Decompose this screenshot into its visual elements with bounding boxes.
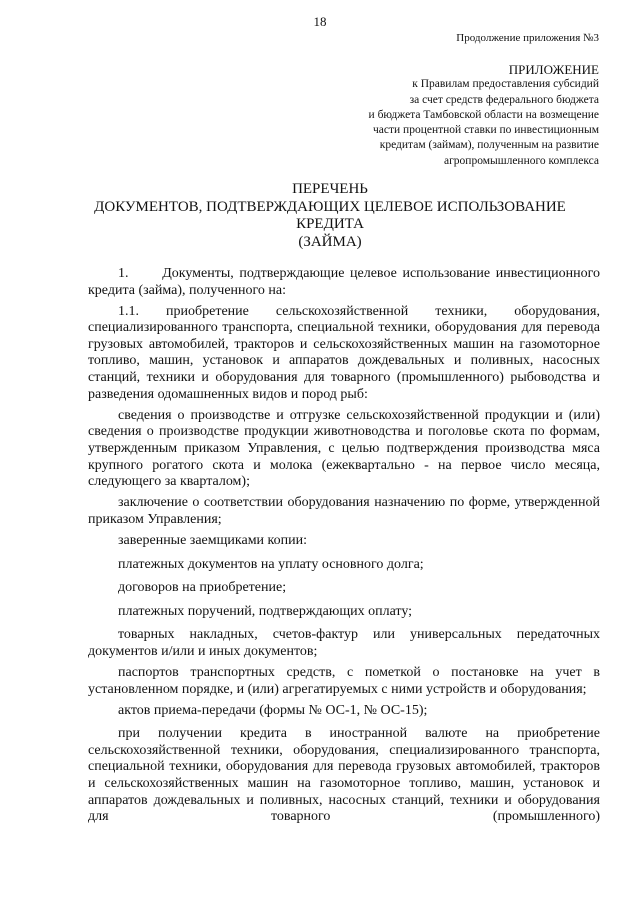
paragraph: заключение о соответствии оборудования назначению по форме, утвержденной приказом Управления; [88, 495, 600, 527]
paragraph: товарных накладных, счетов-фактур или универсальных передаточных документов и/или и иных документов; [88, 627, 600, 659]
document-body [88, 266, 600, 830]
paragraph: 1.1. приобретение сельскохозяйственной техники, оборудования, специализированного транспорта, специальной техники, оборудования для перевода грузовых автомобилей, тракторов и сельскохозяйственных машин на газомоторное топливо, машин, установок и аппаратов дождевальных и поливных, насосных станций, техники и оборудования для товарного (промышленного) рыбоводства и разведения одомашненных видов и пород рыб: [88, 303, 600, 402]
appendix-line: к Правилам предоставления субсидий [412, 78, 599, 91]
title-line: ДОКУМЕНТОВ, ПОДТВЕРЖДАЮЩИХ ЦЕЛЕВОЕ ИСПОЛЬЗОВАНИЕ [94, 198, 566, 215]
appendix-block [299, 62, 599, 169]
appendix-line: за счет средств федерального бюджета [409, 93, 599, 106]
paragraph: платежных документов на уплату основного долга; [118, 556, 424, 572]
paragraph: платежных поручений, подтверждающих оплату; [118, 603, 413, 619]
title-line: (ЗАЙМА) [298, 233, 362, 250]
continuation-note: Продолжение приложения №3 [456, 32, 599, 44]
title-line: ПЕРЕЧЕНЬ [292, 181, 368, 197]
paragraph: заверенные заемщиками копии: [118, 532, 308, 548]
paragraph: 1. Документы, подтверждающие целевое использование инвестиционного кредита (займа), полученного на: [88, 266, 600, 298]
document-title [60, 181, 600, 251]
appendix-line: агропромышленного комплекса [443, 154, 599, 167]
title-line: КРЕДИТА [296, 216, 364, 232]
appendix-heading: ПРИЛОЖЕНИЕ [508, 62, 599, 77]
appendix-line: части процентной ставки по инвестиционным [373, 124, 599, 137]
paragraph: паспортов транспортных средств, с пометкой о постановке на учет в установленном порядке, и (или) агрегатируемых с ними устройств и оборудования; [88, 664, 600, 697]
appendix-line: и бюджета Тамбовской области на возмещение [368, 108, 599, 121]
paragraph: актов приема-передачи (формы № ОС-1, № ОС-15); [118, 702, 428, 718]
paragraph: сведения о производстве и отгрузке сельскохозяйственной продукции и (или) сведения о производстве продукции животноводства и поголовье скота по формам, утвержденным приказом Управления, с целью подтверждения производства мяса крупного рогатого скота и молока (ежеквартально - на первое число месяца, следующего за кварталом); [88, 407, 600, 490]
paragraph: при получении кредита в иностранной валюте на приобретение сельскохозяйственной техники, оборудования, специализированного транспорта, специальной техники, оборудования для перевода грузовых автомобилей, тракторов и сельскохозяйственных машин на газомоторное топливо, машин, установок и аппаратов дождевальных и поливных, насосных станций, техники и оборудования для товарного (промышленного) [88, 726, 600, 825]
page-number: 18 [313, 14, 327, 29]
appendix-line: кредитам (займам), полученным на развитие [379, 139, 599, 152]
paragraph: договоров на приобретение; [118, 580, 287, 596]
